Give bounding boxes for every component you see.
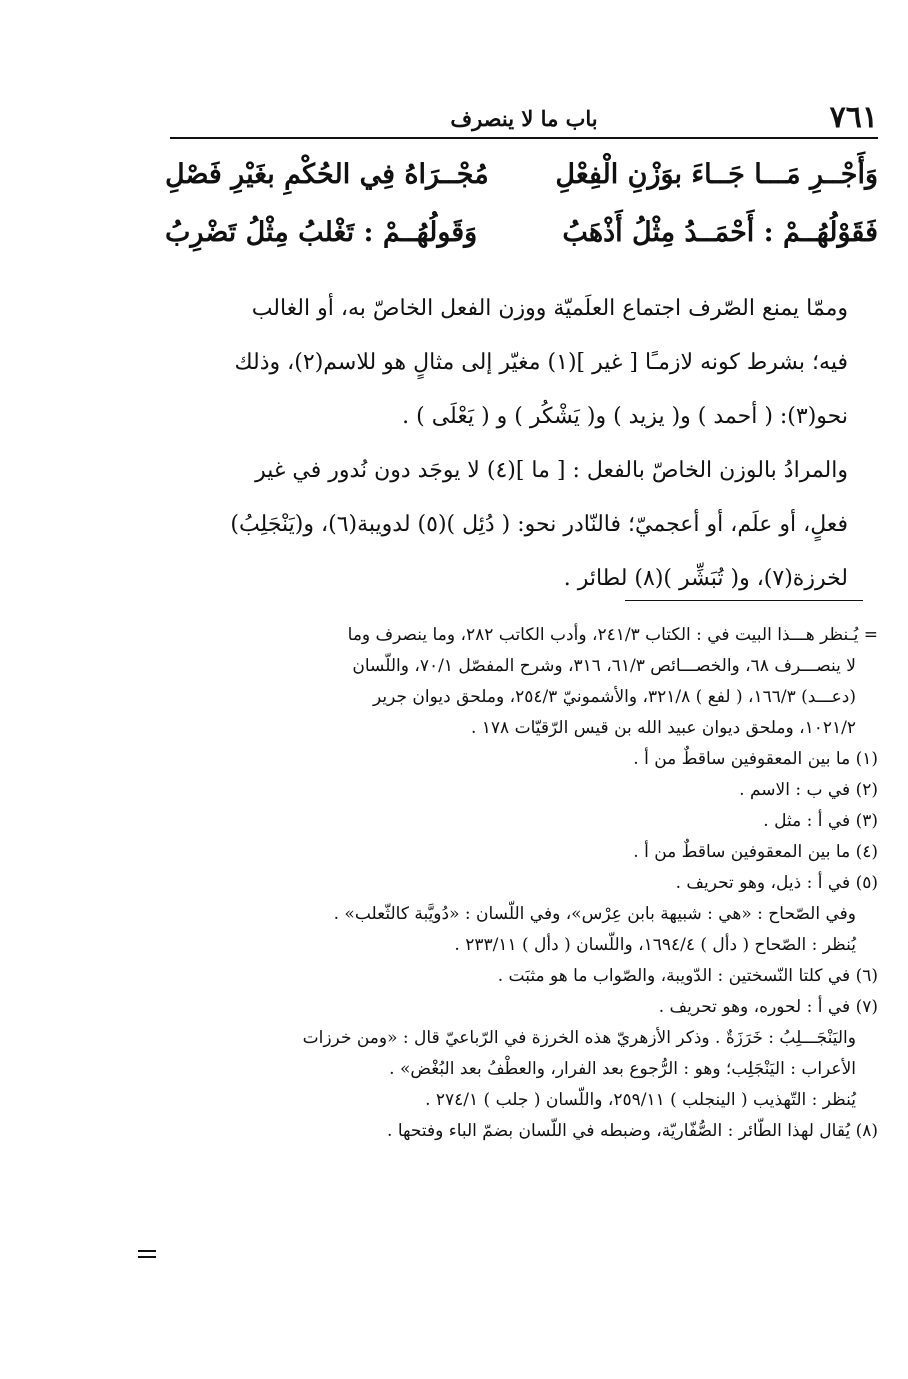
footnote-line: (٤) ما بين المعقوفين ساقطٌ من أ .	[633, 842, 878, 862]
text-line: نحو(٣): ( أحمد ) و( يزيد ) و( يَشْكُر ) و ( يَعْلَى ) .	[402, 404, 848, 429]
footnote-line: (٦) في كلتا النّسختين : الدّويبة، والصّواب ما هو مثبَت .	[497, 966, 878, 986]
text-line: والمرادُ بالوزن الخاصّ بالفعل : [ ما ](٤) لا يوجَد دون نُدور في غير	[255, 458, 848, 483]
footnote-line: يُنظر : التّهذيب ( الينجلب ) ٢٥٩/١١، واللّسان ( جلب ) ٢٧٤/١ .	[425, 1090, 856, 1110]
footnote-line: (٢) في ب : الاسم .	[739, 780, 878, 800]
footnotes	[165, 620, 878, 1147]
verse-line	[165, 146, 878, 204]
text-line: وممّا يمنع الصّرف اجتماع العلَميّة ووزن الفعل الخاصّ به، أو الغالب	[251, 296, 848, 321]
verse-first-hemistich: فَقَوْلُهُــمْ : أَحْمَــدُ مِثْلُ أَذْهَبُ	[562, 217, 878, 248]
footnote-line: (٥) في أ : ذيل، وهو تحريف .	[675, 873, 878, 893]
footnote-line: (دعـــد) ١٦٦/٣، ( لفع ) ٣٢١/٨، والأشمونيّ ٢٥٤/٣، وملحق ديوان جرير	[372, 687, 856, 707]
text-line: لخرزة(٧)، و( تُبَشِّر )(٨) لطائر .	[563, 566, 848, 591]
footnote-line: (١) ما بين المعقوفين ساقطٌ من أ .	[633, 749, 878, 769]
footnote-line: واليَنْجَـــلِبُ : خَرَزَةٌ . وذكر الأزهريّ هذه الخرزة في الرّباعيّ قال : «ومن خرزات	[302, 1028, 856, 1048]
running-title: باب ما لا ينصرف	[450, 106, 598, 131]
commentary-paragraph	[165, 282, 878, 444]
footnote-line: (٧) في أ : لحوره، وهو تحريف .	[658, 997, 878, 1017]
commentary-paragraph	[165, 444, 878, 606]
verse-first-hemistich: وَأَجْــرِ مَـــا جَــاءَ بوَزْنِ الْفِعْلِ	[555, 159, 878, 190]
footnote-line: يُنظر : الصّحاح ( دأل ) ١٦٩٤/٤، واللّسان ( دأل ) ٢٣٣/١١ .	[454, 935, 856, 955]
footnote-line: (٣) في أ : مثل .	[763, 811, 878, 831]
header-rule	[170, 137, 878, 139]
verse-second-hemistich: وَقَولُهُــمْ : تَغْلبُ مِثْلُ تَضْرِبُ	[165, 217, 478, 248]
text-line: فيه؛ بشرط كونه لازمـًا [ غير ](١) مغيّر إلى مثالٍ هو للاسم(٢)، وذلك	[234, 350, 848, 375]
footnote-separator	[625, 600, 863, 601]
footnote-line: وفي الصّحاح : «هي : شبيهة بابن عِرْس»، وفي اللّسان : «دُويَّبة كالثّعلب» .	[333, 904, 856, 924]
footnote-line: ١٠٢١/٢، وملحق ديوان عبيد الله بن قيس الرّقيّات ١٧٨ .	[470, 718, 856, 738]
continuation-mark	[138, 1248, 156, 1260]
verse-second-hemistich: مُجْــرَاهُ فِي الحُكْمِ بغَيْرِ فَصْلِ	[165, 159, 489, 190]
footnote-line: لا ينصـــرف ٦٨، والخصـــائص ٦١/٣، ٣١٦، وشرح المفصّل ٧٠/١، واللّسان	[352, 656, 856, 676]
footnote-line: الأعراب : اليَنْجَلِب؛ وهو : الرُّجوع بعد الفرار، والعطْفُ بعد البُغْض» .	[389, 1059, 856, 1079]
verse-line	[165, 204, 878, 262]
page-number: ٧٦١	[829, 100, 878, 135]
page-header	[170, 100, 878, 136]
footnote-line: (٨) يُقال لهذا الطّائر : الصُّفّاريّة، وضبطه في اللّسان بضمّ الباء وفتحها .	[387, 1121, 878, 1141]
commentary-text	[165, 282, 878, 606]
footnote-line: = يُـنظر هـــذا البيت في : الكتاب ٢٤١/٣، وأدب الكاتب ٢٨٢، وما ينصرف وما	[347, 625, 878, 645]
poem-verses	[165, 146, 878, 262]
text-line: فعلٍ، أو علَم، أو أعجميّ؛ فالنّادر نحو: ( دُئِل )(٥) لدويبة(٦)، و(يَنْجَلِبُ)	[230, 512, 848, 537]
